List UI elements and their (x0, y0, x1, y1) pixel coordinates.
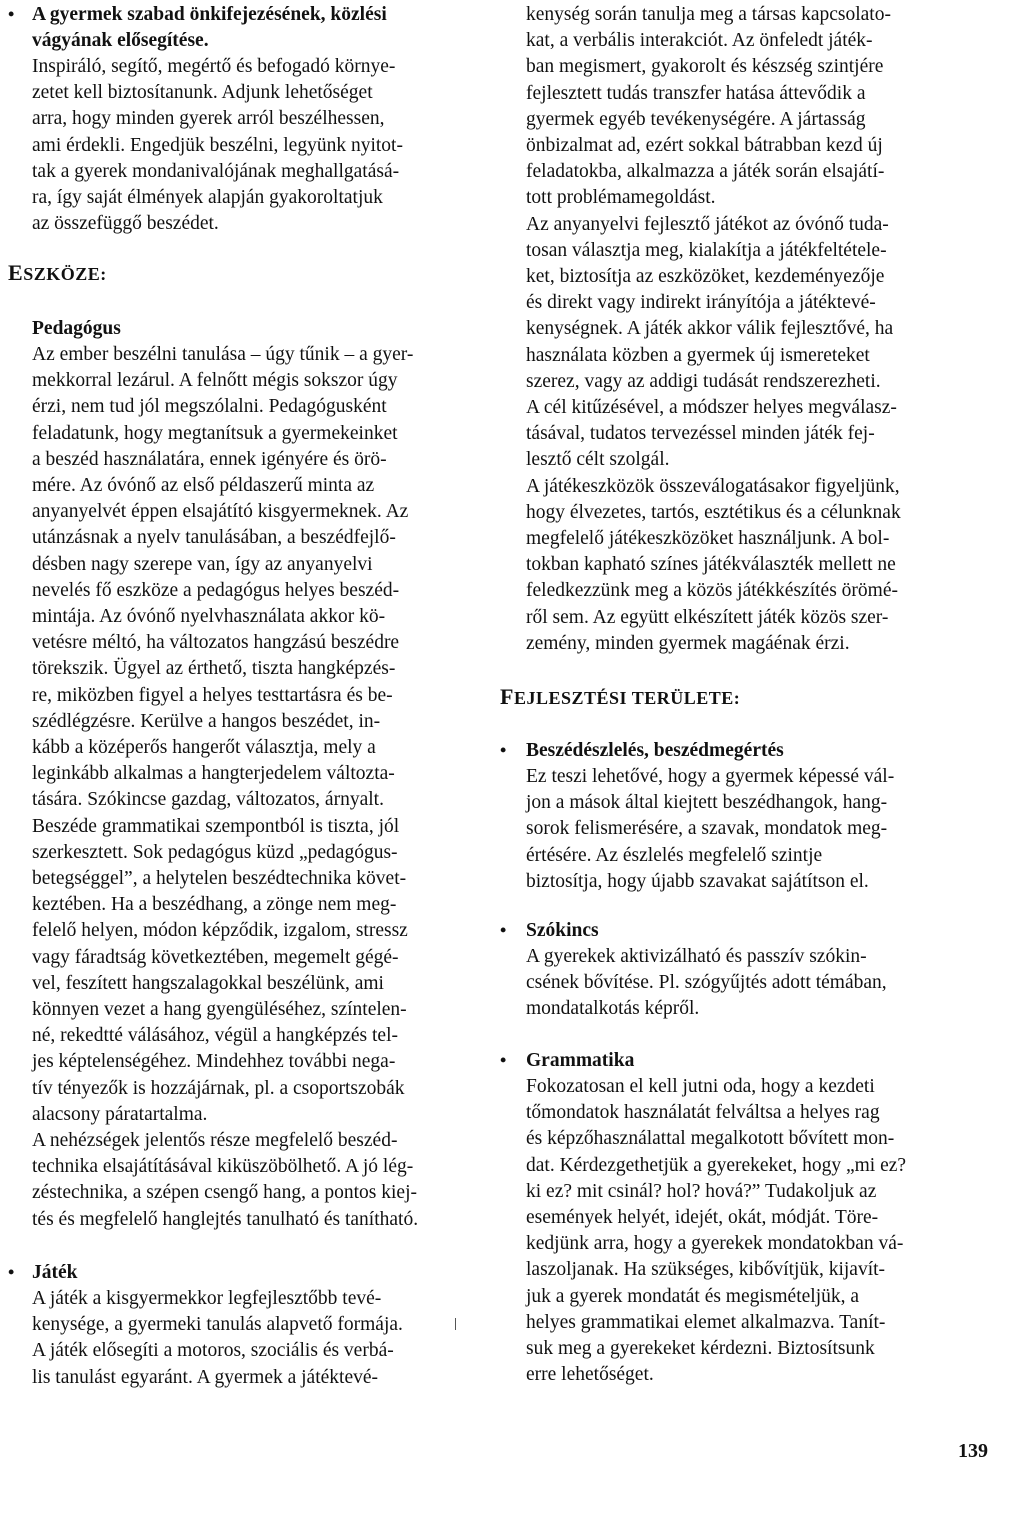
text-line: jes képtelenségéhez. Mindehhez további nega- (32, 1051, 396, 1073)
text-line: suk meg a gyerekeket kérdezni. Biztosítsunk (526, 1338, 875, 1359)
text-line: felelő helyen, módon képződik, izgalom, stressz (32, 920, 408, 942)
text-line: feledkezzünk meg a közös játékkészítés örömé- (526, 580, 898, 602)
text-line: A játékeszközök összeválogatásakor figyeljünk, (526, 475, 900, 497)
text-line: laszoljanak. Ha szükséges, kibővítjük, kijavít- (526, 1259, 886, 1281)
text-line: vagy fáradtság következtében, megemelt gégé- (32, 946, 399, 968)
text-line: A nehézségek jelentős része megfelelő beszéd- (32, 1130, 398, 1151)
bullet-icon: • (500, 920, 507, 940)
text-line: tőmondatok használatát felváltsa a helyes rag (526, 1102, 880, 1124)
text-line: és direkt vagy indirekt irányítója a játéktevé- (526, 292, 876, 314)
text-line: használata közben a gyermek új ismereteket (526, 344, 870, 366)
text-line: A gyerekek aktivizálható és passzív szókin- (526, 946, 867, 967)
text-line: szédlégzésre. Kerülve a hangos beszédet, in- (32, 710, 381, 732)
bullet-icon: • (500, 1050, 507, 1070)
text-line: zetet kell biztosítanunk. Adjunk lehetőséget (32, 82, 373, 104)
text-line: ket, biztosítja az eszközöket, kezdeményezője (526, 266, 885, 287)
text-line: tokban kapható színes játékválaszték mellett ne (526, 554, 896, 576)
section-heading-fejlesztesi: FEJLESZTÉSI TERÜLETE: (500, 684, 741, 709)
text-line: nevelés fő eszköze a pedagógus helyes beszéd- (32, 579, 400, 601)
text-line: helyes grammatikai elemet alkalmazva. Tanít- (526, 1311, 886, 1333)
text-line: ki ez? mit csinál? hol? hová?” Tudakoljuk az (526, 1180, 877, 1202)
margin-mark (455, 1318, 456, 1330)
text-line: tés és megfelelő hanglejtés tanulható és tanítható. (32, 1208, 419, 1230)
text-line: juk a gyerek mondatát és megismételjük, a (526, 1285, 860, 1307)
text-line: törekszik. Ügyel az érthető, tiszta hangképzés- (32, 658, 396, 680)
text-line: tott problémamegoldást. (526, 187, 716, 209)
document-page: • A gyermek szabad önkifejezésének, közlési vágyának elősegítése. Inspiráló, segítő, megértő és befogadó környe- zetet kell biztosítanunk. Adjunk lehetőséget arra, hogy minden gyerek arról beszélhessen, ami érdekli. Engedjük beszélni, legyünk nyitot- tak a gyerek mondanivalójának meghallgatásá- ra, így saját élmények alapján gyakoroltatjuk az összefüggő beszédet. ESZKÖZE: Pedagógus Az ember beszélni tanulása – úgy tűnik – a gyer- mekkorral lezárul. A felnőtt mégis sokszor úgy érzi, nem tud jól megszólalni. Pedagógusként feladatunk, hogy megtanítsuk a gyermekeinket a beszéd használatára, ennek igényére és örö- mére. Az óvónő az első példaszerű minta az anyanyelvét éppen elsajátító kisgyermeknek. Az utánzásnak a nyelv tanulásában, a beszédfejlő- désben nagy szerepe van, így az anyanyelvi nevelés fő eszköze a pedagógus helyes beszéd- mintája. Az óvónő nyelvhasználata akkor kö- vetésre méltó, ha változatos hangzású beszédre törekszik. Ügyel az érthető, tiszta hangképzés- re, miközben figyel a helyes testtartásra és be- szédlégzésre. Kerülve a hangos beszédet, in- kább a középerős hangerőt választja, mely a leginkább alkalmas a hangterjedelem változta- tására. Szókincse gazdag, változatos, árnyalt. Beszéde grammatikai szempontból is tiszta, jól szerkesztett. Sok pedagógus küzd „pedagógus- betegséggel”, a helytelen beszédtechnika követ- keztében. Ha a beszédhang, a zönge nem meg- felelő helyen, módon képződik, izgalom, stressz vagy fáradtság következtében, megemelt gégé- vel, feszített hangszalagokkal beszélünk, ami könnyen vezet a hang gyengüléséhez, színtelen- né, rekedtté válásához, végül a hangképzés tel- jes képtelenségéhez. Mindehhez további nega- tív tényezők is hozzájárnak, pl. a csoportszobák alacsony páratartalma. A nehézségek jelentős része megfelelő beszéd- technika elsajátításával kiküszöbölhető. A jó lég- zéstechnika, a szépen csengő hang, a pontos kiej- tés és megfelelő hanglejtés tanulható és tanítható. • Játék A játék a kisgyermekkor legfejlesztőbb tevé- kenysége, a gyermeki tanulás alapvető formája. A játék elősegíti a motoros, szociális és verbá- lis tanulást egyaránt. A gyermek a játéktevé- kenység során tanulja meg a társas kapcsolato- kat, a verbális interakciót. Az önfeledt játék- ban megismert, gyakorolt és készség szintjére fejlesztett tudás transzfer hatása áttevődik a gyermek egyéb tevékenységére. A jártasság önbizalmat ad, ezért sokkal bátrabban kezd új feladatokba, alkalmazza a játék során elsajátí- tott problémamegoldást. Az anyanyelvi fejlesztő játékot az óvónő tuda- tosan választja meg, kialakítja a játékfeltétele- ket, biztosítja az eszközöket, kezdeményezője és direkt vagy indirekt irányítója a játéktevé- kenységnek. A játék akkor válik fejlesztővé, ha használata közben a gyermek új ismereteket szerez, vagy az addigi tudását rendszerezheti. A cél kitűzésével, a módszer helyes megválasz- tásával, tudatos tervezéssel minden játék fej- lesztő célt szolgál. A játékeszközök összeválogatásakor figyeljünk, hogy élvezetes, tartós, esztétikus és a célunknak megfelelő játékeszközöket használjunk. A bol- tokban kapható színes játékválaszték mellett ne feledkezzünk meg a közös játékkészítés örömé- ről sem. Az együtt elkészített játék közös szer- zemény, minden gyermek magáénak érzi. FEJLESZTÉSI TERÜLETE: • Beszédészlelés, beszédmegértés Ez teszi lehetővé, hogy a gyermek képessé vál- jon a mások által kiejtett beszédhangok, hang- sorok felismerésére, a szavak, mondatok meg- értésére. Az észlelés megfelelő szintje biztosítja, hogy újabb szavakat sajátítson el. • Szókincs A gyerekek aktivizálható és passzív szókin- csének bővítése. Pl. szógyűjtés adott témában, mondatalkotás képről. • Grammatika Fokozatosan el kell jutni oda, hogy a kezdeti tőmondatok használatát felváltsa a helyes rag és képzőhasználattal megalkotott bővített mon- dat. Kérdezgethetjük a gyerekeket, hogy „mi ez? ki ez? mit csinál? hol? hová?” Tudakoljuk az események helyét, idejét, okát, módját. Töre- kedjünk arra, hogy a gyerekek mondatokban vá- laszoljanak. Ha szükséges, kibővítjük, kijavít- juk a gyerek mondatát és megismételjük, a helyes grammatikai elemet alkalmazva. Tanít- suk meg a gyerekeket kérdezni. Biztosítsunk erre lehetőséget. 139 (8, 4, 988, 1462)
text-line: betegséggel”, a helytelen beszédtechnika követ- (32, 868, 407, 889)
text-line: ami érdekli. Engedjük beszélni, legyünk nyitot- (32, 134, 403, 156)
text-line: alacsony páratartalma. (32, 1103, 208, 1125)
text-line: kább a középerős hangerőt választja, mely a (32, 737, 376, 758)
text-line: lis tanulást egyaránt. A gyermek a játéktevé- (32, 1366, 379, 1388)
text-line: fejlesztett tudás transzfer hatása áttevődik a (526, 82, 866, 104)
bullet-icon: • (8, 4, 15, 24)
jatek-title: Játék (32, 1262, 78, 1283)
text-line: mintája. Az óvónő nyelvhasználata akkor kö- (32, 606, 386, 627)
text-line: né, rekedtté válásához, végül a hangképzés tel- (32, 1025, 398, 1047)
text-line: dat. Kérdezgethetjük a gyerekeket, hogy „mi ez? (526, 1154, 907, 1176)
text-line: anyanyelvét éppen elsajátító kisgyermeknek. Az (32, 501, 409, 523)
text-line: az összefüggő beszédet. (32, 213, 219, 235)
text-line: értésére. Az észlelés megfelelő szintje (526, 844, 823, 866)
text-line: vetésre méltó, ha változatos hangzású beszédre (32, 632, 400, 654)
text-line: és képzőhasználattal megalkotott bővített mon- (526, 1128, 895, 1150)
text-line: kenysége, a gyermeki tanulás alapvető formája. (32, 1314, 403, 1336)
text-line: désben nagy szerepe van, így az anyanyelvi (32, 553, 373, 575)
text-line: kedjünk arra, hogy a gyerekek mondatokban vá- (526, 1233, 904, 1255)
text-line: tak a gyerek mondanivalójának meghallgatásá- (32, 160, 400, 182)
text-line: ről sem. Az együtt elkészített játék közös szer- (526, 606, 889, 628)
item1-title: Beszédészlelés, beszédmegértés (526, 740, 784, 761)
page-number: 139 (958, 1440, 988, 1462)
text-line: Az ember beszélni tanulása – úgy tűnik – a gyer- (32, 344, 414, 365)
text-line: kat, a verbális interakciót. Az önfeledt játék- (526, 30, 873, 52)
text-line: erre lehetőséget. (526, 1364, 654, 1386)
text-line: A játék a kisgyermekkor legfejlesztőbb tevé- (32, 1288, 382, 1309)
text-line: technika elsajátításával kiküszöbölhető. A jó lég- (32, 1156, 414, 1178)
item3-title: Grammatika (526, 1050, 635, 1071)
text-line: keztében. Ha a beszédhang, a zönge nem meg- (32, 894, 397, 916)
text-line: gyermek egyéb tevékenységére. A jártasság (526, 108, 866, 130)
text-line: kenység során tanulja meg a társas kapcsolato- (526, 4, 891, 25)
text-line: szerez, vagy az addigi tudását rendszerezheti. (526, 370, 881, 392)
text-line: feladatokba, alkalmazza a játék során elsajátí- (526, 161, 885, 183)
section-heading-eszkoze: ESZKÖZE: (8, 260, 107, 285)
text-line: Ez teszi lehetővé, hogy a gyermek képessé vál- (526, 766, 895, 787)
text-line: hogy élvezetes, tartós, esztétikus és a célunknak (526, 501, 901, 523)
text-line: tásával, tudatos tervezéssel minden játék fej- (526, 423, 875, 445)
text-line: Az anyanyelvi fejlesztő játékot az óvónő tuda- (526, 213, 889, 235)
text-line: érzi, nem tud jól megszólalni. Pedagógusként (32, 396, 387, 418)
text-line: a beszéd használatára, ennek igényére és örö- (32, 448, 387, 470)
text-line: A cél kitűzésével, a módszer helyes megválasz- (526, 397, 897, 418)
text-line: önbizalmat ad, ezért sokkal bátrabban kezd új (526, 135, 883, 156)
text-line: feladatunk, hogy megtanítsuk a gyermekeinket (32, 422, 398, 444)
text-line: csének bővítése. Pl. szógyűjtés adott témában, (526, 972, 887, 994)
text-line: arra, hogy minden gyerek arról beszélhessen, (32, 108, 385, 130)
text-line: mére. Az óvónő az első példaszerű minta az (32, 475, 375, 496)
text-line: események helyét, idejét, okát, módját. Töre- (526, 1207, 879, 1228)
text-line: mondatalkotás képről. (526, 998, 700, 1020)
text-line: megfelelő játékeszközöket használjunk. A bol- (526, 528, 890, 549)
text-line: sorok felismerésére, a szavak, mondatok meg- (526, 818, 888, 840)
text-line: re, miközben figyel a helyes testtartásra és be- (32, 684, 393, 706)
text-line: Beszéde grammatikai szempontból is tiszta, jól (32, 815, 400, 837)
text-line: tására. Szókincse gazdag, változatos, árnyalt. (32, 789, 384, 811)
text-line: mekkorral lezárul. A felnőtt mégis sokszor úgy (32, 370, 398, 392)
text-line: Inspiráló, segítő, megértő és befogadó környe- (32, 56, 396, 77)
bullet-icon: • (500, 740, 507, 760)
text-line: utánzásnak a nyelv tanulásában, a beszédfejlő- (32, 527, 396, 549)
text-line: biztosítja, hogy újabb szavakat sajátítson el. (526, 870, 869, 892)
text-line: tosan választja meg, kialakítja a játékfeltétele- (526, 239, 887, 261)
text-line: leginkább alkalmas a hangterjedelem változta- (32, 763, 395, 785)
text-line: jon a mások által kiejtett beszédhangok, hang- (526, 792, 888, 814)
pedagogus-title: Pedagógus (32, 318, 121, 339)
text-line: zemény, minden gyermek magáénak érzi. (526, 632, 850, 654)
text-line: kenységnek. A játék akkor válik fejlesztővé, ha (526, 318, 894, 340)
text-line: könnyen vezet a hang gyengüléséhez, színtelen- (32, 999, 407, 1020)
text-line: tív tényezők is hozzájárnak, pl. a csoportszobák (32, 1077, 405, 1099)
bullet-icon: • (8, 1262, 15, 1282)
text-line: ra, így saját élmények alapján gyakoroltatjuk (32, 187, 383, 208)
text-line: vel, feszített hangszalagokkal beszélünk, ami (32, 972, 384, 994)
text-line: A játék elősegíti a motoros, szociális és verbá- (32, 1340, 394, 1362)
text-line: Fokozatosan el kell jutni oda, hogy a kezdeti (526, 1076, 875, 1097)
text-line: ban megismert, gyakorolt és készség szintjére (526, 56, 884, 78)
text-line: szerkesztett. Sok pedagógus küzd „pedagógus- (32, 841, 398, 863)
item2-title: Szókincs (526, 920, 599, 941)
text-line: lesztő célt szolgál. (526, 449, 670, 471)
text-line: zéstechnika, a szépen csengő hang, a pontos kiej- (32, 1182, 417, 1204)
